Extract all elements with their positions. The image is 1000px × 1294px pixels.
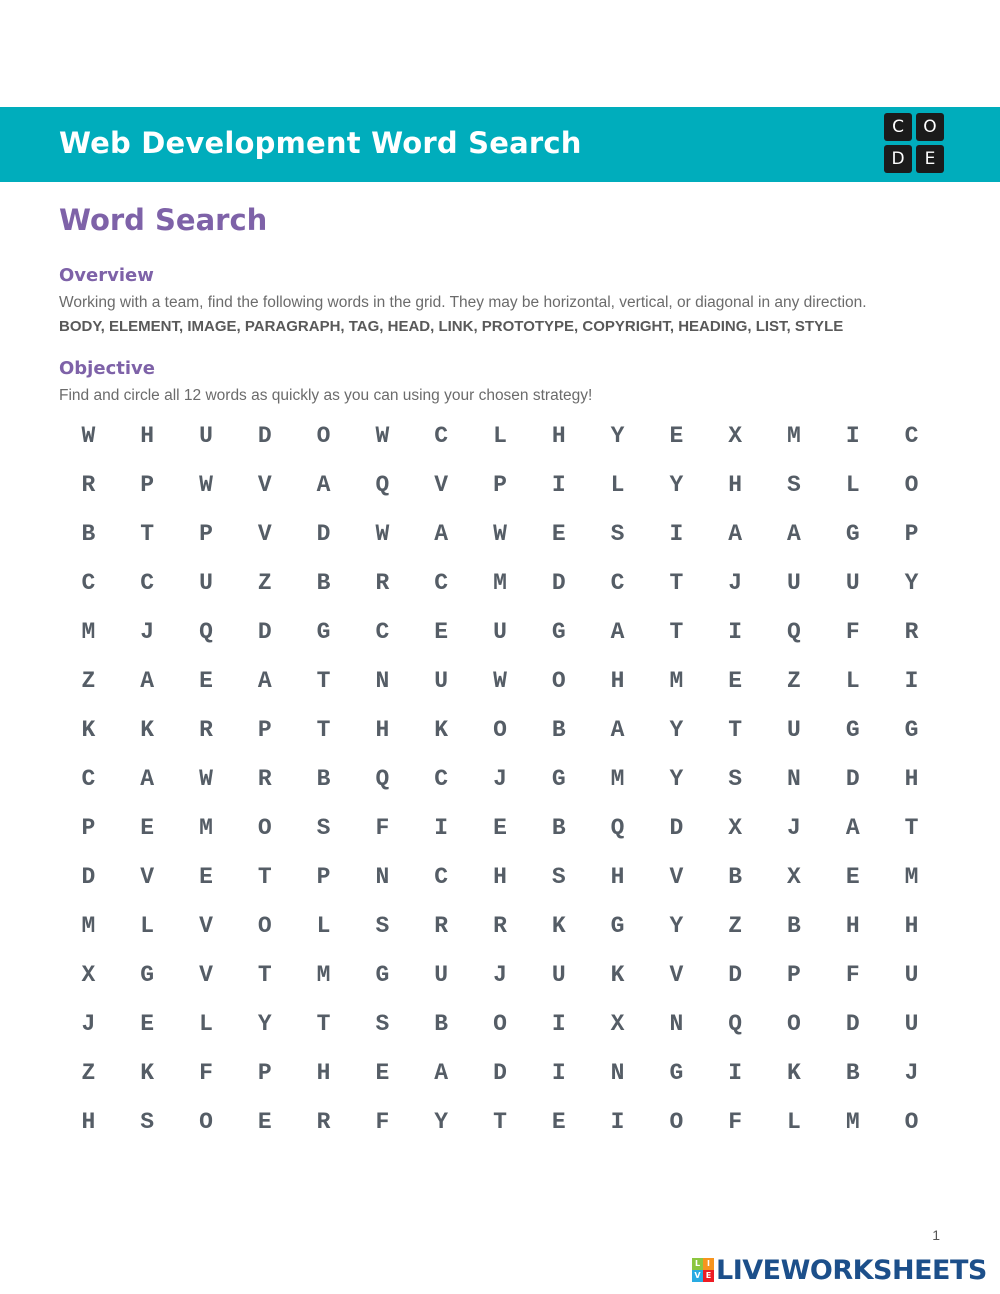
grid-letter[interactable]: H bbox=[140, 423, 155, 449]
grid-letter[interactable]: C bbox=[610, 570, 625, 596]
grid-letter[interactable]: W bbox=[81, 423, 96, 449]
grid-letter[interactable]: W bbox=[375, 423, 390, 449]
grid-letter[interactable]: G bbox=[551, 766, 566, 792]
grid-letter[interactable]: R bbox=[257, 766, 272, 792]
grid-letter[interactable]: V bbox=[257, 472, 272, 498]
grid-letter[interactable]: X bbox=[728, 815, 743, 841]
badge-letter: V bbox=[692, 1270, 703, 1282]
grid-letter[interactable]: K bbox=[551, 913, 566, 939]
grid-letter[interactable]: D bbox=[257, 423, 272, 449]
grid-letter[interactable]: F bbox=[375, 815, 390, 841]
grid-letter[interactable]: M bbox=[81, 913, 96, 939]
grid-letter[interactable]: F bbox=[728, 1109, 743, 1135]
grid-letter[interactable]: E bbox=[669, 423, 684, 449]
liveworksheets-badge-icon bbox=[692, 1258, 714, 1282]
grid-letter[interactable]: I bbox=[904, 668, 919, 694]
grid-letter[interactable]: O bbox=[551, 668, 566, 694]
grid-letter[interactable]: H bbox=[375, 717, 390, 743]
grid-letter[interactable]: B bbox=[434, 1011, 449, 1037]
grid-letter[interactable]: K bbox=[434, 717, 449, 743]
grid-letter[interactable]: U bbox=[434, 668, 449, 694]
grid-letter[interactable]: E bbox=[434, 619, 449, 645]
overview-heading: Overview bbox=[59, 265, 154, 286]
grid-letter[interactable]: D bbox=[845, 1011, 860, 1037]
grid-letter[interactable]: V bbox=[434, 472, 449, 498]
grid-letter[interactable]: Q bbox=[199, 619, 213, 645]
grid-letter[interactable]: G bbox=[904, 717, 919, 743]
word-list: BODY, ELEMENT, IMAGE, PARAGRAPH, TAG, HEAD, LINK, PROTOTYPE, COPYRIGHT, HEADING, LIST, STYLE bbox=[59, 318, 844, 335]
grid-letter[interactable]: Y bbox=[669, 766, 684, 792]
grid-letter[interactable]: C bbox=[434, 423, 449, 449]
grid-letter[interactable]: W bbox=[493, 668, 507, 694]
grid-letter[interactable]: L bbox=[845, 472, 860, 498]
grid-letter[interactable]: B bbox=[316, 766, 331, 792]
grid-letter[interactable]: Q bbox=[728, 1011, 743, 1037]
grid-letter[interactable]: C bbox=[434, 766, 449, 792]
grid-letter[interactable]: H bbox=[845, 913, 860, 939]
grid-letter[interactable]: T bbox=[728, 717, 743, 743]
grid-letter[interactable]: J bbox=[904, 1060, 919, 1086]
liveworksheets-wordmark: LIVEWORKSHEETS bbox=[716, 1254, 987, 1286]
grid-letter[interactable]: P bbox=[493, 472, 507, 498]
grid-letter[interactable]: O bbox=[257, 815, 272, 841]
grid-letter[interactable]: H bbox=[904, 766, 919, 792]
grid-letter[interactable]: W bbox=[199, 472, 213, 498]
grid-letter[interactable]: Q bbox=[375, 472, 390, 498]
grid-letter[interactable]: L bbox=[787, 1109, 801, 1135]
grid-letter[interactable]: H bbox=[610, 668, 625, 694]
grid-letter[interactable]: H bbox=[493, 864, 507, 890]
grid-letter[interactable]: D bbox=[728, 962, 743, 988]
grid-letter[interactable]: E bbox=[199, 864, 213, 890]
grid-letter[interactable]: X bbox=[81, 962, 96, 988]
grid-letter[interactable]: O bbox=[493, 1011, 507, 1037]
grid-letter[interactable]: K bbox=[140, 717, 155, 743]
logo-letter: E bbox=[916, 145, 944, 173]
grid-letter[interactable]: V bbox=[199, 913, 213, 939]
grid-letter[interactable]: N bbox=[375, 668, 390, 694]
grid-letter[interactable]: O bbox=[904, 472, 919, 498]
grid-letter[interactable]: B bbox=[787, 913, 801, 939]
grid-letter[interactable]: L bbox=[199, 1011, 213, 1037]
grid-letter[interactable]: Z bbox=[728, 913, 743, 939]
grid-letter[interactable]: U bbox=[904, 962, 919, 988]
grid-letter[interactable]: M bbox=[610, 766, 625, 792]
grid-letter[interactable]: T bbox=[669, 570, 684, 596]
grid-letter[interactable]: U bbox=[787, 717, 801, 743]
badge-letter: E bbox=[703, 1270, 714, 1282]
grid-letter[interactable]: I bbox=[728, 1060, 743, 1086]
grid-letter[interactable]: V bbox=[199, 962, 213, 988]
grid-letter[interactable]: B bbox=[551, 815, 566, 841]
grid-letter[interactable]: Y bbox=[904, 570, 919, 596]
grid-letter[interactable]: D bbox=[551, 570, 566, 596]
grid-letter[interactable]: V bbox=[669, 962, 684, 988]
grid-letter[interactable]: Y bbox=[610, 423, 625, 449]
grid-letter[interactable]: Z bbox=[787, 668, 801, 694]
grid-letter[interactable]: A bbox=[787, 521, 801, 547]
badge-letter: I bbox=[703, 1258, 714, 1270]
grid-letter[interactable]: I bbox=[845, 423, 860, 449]
grid-letter[interactable]: O bbox=[787, 1011, 801, 1037]
grid-letter[interactable]: Y bbox=[669, 472, 684, 498]
grid-letter[interactable]: T bbox=[904, 815, 919, 841]
logo-letter: D bbox=[884, 145, 912, 173]
grid-letter[interactable]: S bbox=[551, 864, 566, 890]
grid-letter[interactable]: M bbox=[845, 1109, 860, 1135]
grid-letter[interactable]: P bbox=[81, 815, 96, 841]
grid-letter[interactable]: C bbox=[81, 766, 96, 792]
grid-letter[interactable]: C bbox=[434, 570, 449, 596]
grid-letter[interactable]: W bbox=[199, 766, 213, 792]
grid-letter[interactable]: D bbox=[493, 1060, 507, 1086]
grid-letter[interactable]: E bbox=[199, 668, 213, 694]
grid-letter[interactable]: A bbox=[140, 766, 155, 792]
grid-letter[interactable]: Q bbox=[610, 815, 625, 841]
overview-text: Working with a team, find the following words in the grid. They may be horizontal, vertical, or diagonal in any direction. bbox=[59, 294, 867, 311]
grid-letter[interactable]: C bbox=[375, 619, 390, 645]
grid-letter[interactable]: L bbox=[845, 668, 860, 694]
grid-letter[interactable]: Q bbox=[787, 619, 801, 645]
grid-letter[interactable]: J bbox=[493, 766, 507, 792]
grid-letter[interactable]: J bbox=[493, 962, 507, 988]
grid-letter[interactable]: Q bbox=[375, 766, 390, 792]
grid-letter[interactable]: P bbox=[140, 472, 155, 498]
grid-letter[interactable]: G bbox=[845, 717, 860, 743]
grid-letter[interactable]: N bbox=[375, 864, 390, 890]
grid-letter[interactable]: T bbox=[257, 864, 272, 890]
grid-letter[interactable]: G bbox=[140, 962, 155, 988]
logo-letter: O bbox=[916, 113, 944, 141]
grid-letter[interactable]: D bbox=[845, 766, 860, 792]
grid-letter[interactable]: P bbox=[199, 521, 213, 547]
grid-letter[interactable]: F bbox=[845, 962, 860, 988]
grid-letter[interactable]: Z bbox=[257, 570, 272, 596]
grid-letter[interactable]: V bbox=[140, 864, 155, 890]
grid-letter[interactable]: R bbox=[316, 1109, 331, 1135]
grid-letter[interactable]: A bbox=[257, 668, 272, 694]
grid-letter[interactable]: I bbox=[434, 815, 449, 841]
grid-letter[interactable]: C bbox=[434, 864, 449, 890]
grid-letter[interactable]: O bbox=[904, 1109, 919, 1135]
grid-letter[interactable]: G bbox=[551, 619, 566, 645]
grid-letter[interactable]: A bbox=[434, 1060, 449, 1086]
grid-letter[interactable]: T bbox=[257, 962, 272, 988]
grid-letter[interactable]: N bbox=[610, 1060, 625, 1086]
worksheet-title: Web Development Word Search bbox=[59, 126, 582, 160]
grid-letter[interactable]: I bbox=[610, 1109, 625, 1135]
word-search-grid bbox=[59, 412, 941, 1147]
grid-letter[interactable]: U bbox=[199, 423, 213, 449]
grid-letter[interactable]: X bbox=[787, 864, 801, 890]
code-logo bbox=[884, 113, 944, 173]
grid-letter[interactable]: B bbox=[551, 717, 566, 743]
grid-letter[interactable]: K bbox=[787, 1060, 801, 1086]
grid-letter[interactable]: L bbox=[493, 423, 507, 449]
grid-letter[interactable]: Z bbox=[81, 668, 96, 694]
grid-letter[interactable]: M bbox=[316, 962, 331, 988]
grid-letter[interactable]: V bbox=[257, 521, 272, 547]
grid-letter[interactable]: A bbox=[316, 472, 331, 498]
grid-letter[interactable]: E bbox=[551, 521, 566, 547]
grid-letter[interactable]: O bbox=[493, 717, 507, 743]
grid-letter[interactable]: C bbox=[904, 423, 919, 449]
grid-letter[interactable]: A bbox=[610, 717, 625, 743]
grid-letter[interactable]: H bbox=[316, 1060, 331, 1086]
grid-letter[interactable]: M bbox=[904, 864, 919, 890]
grid-letter[interactable]: S bbox=[787, 472, 801, 498]
grid-letter[interactable]: B bbox=[81, 521, 96, 547]
liveworksheets-logo bbox=[692, 1252, 987, 1288]
grid-letter[interactable]: J bbox=[81, 1011, 96, 1037]
grid-letter[interactable]: R bbox=[81, 472, 96, 498]
grid-letter[interactable]: A bbox=[610, 619, 625, 645]
grid-letter[interactable]: H bbox=[610, 864, 625, 890]
badge-letter: L bbox=[692, 1258, 703, 1270]
grid-letter[interactable]: C bbox=[81, 570, 96, 596]
grid-letter[interactable]: E bbox=[728, 668, 743, 694]
grid-letter[interactable]: T bbox=[493, 1109, 507, 1135]
grid-letter[interactable]: A bbox=[845, 815, 860, 841]
grid-letter[interactable]: E bbox=[140, 1011, 155, 1037]
grid-letter[interactable]: V bbox=[669, 864, 684, 890]
grid-letter[interactable]: R bbox=[493, 913, 507, 939]
grid-letter[interactable]: O bbox=[257, 913, 272, 939]
grid-letter[interactable]: H bbox=[81, 1109, 96, 1135]
grid-letter[interactable]: I bbox=[551, 472, 566, 498]
grid-letter[interactable]: P bbox=[257, 717, 272, 743]
grid-letter[interactable]: R bbox=[434, 913, 449, 939]
grid-letter[interactable]: J bbox=[140, 619, 155, 645]
grid-letter[interactable]: G bbox=[845, 521, 860, 547]
grid-letter[interactable]: X bbox=[610, 1011, 625, 1037]
grid-letter[interactable]: Z bbox=[81, 1060, 96, 1086]
grid-letter[interactable]: K bbox=[140, 1060, 155, 1086]
grid-letter[interactable]: I bbox=[551, 1011, 566, 1037]
grid-letter[interactable]: U bbox=[787, 570, 801, 596]
grid-letter[interactable]: H bbox=[728, 472, 743, 498]
grid-letter[interactable]: U bbox=[904, 1011, 919, 1037]
grid-letter[interactable]: M bbox=[493, 570, 507, 596]
grid-letter[interactable]: E bbox=[551, 1109, 566, 1135]
grid-letter[interactable]: D bbox=[316, 521, 331, 547]
grid-letter[interactable]: W bbox=[493, 521, 507, 547]
grid-letter[interactable]: P bbox=[257, 1060, 272, 1086]
grid-letter[interactable]: H bbox=[904, 913, 919, 939]
grid-letter[interactable]: D bbox=[81, 864, 96, 890]
grid-letter[interactable]: O bbox=[199, 1109, 213, 1135]
grid-letter[interactable]: E bbox=[140, 815, 155, 841]
grid-letter[interactable]: M bbox=[669, 668, 684, 694]
grid-letter[interactable]: E bbox=[845, 864, 860, 890]
grid-letter[interactable]: B bbox=[845, 1060, 860, 1086]
objective-text: Find and circle all 12 words as quickly as you can using your chosen strategy! bbox=[59, 387, 593, 404]
grid-letter[interactable]: A bbox=[434, 521, 449, 547]
grid-letter[interactable]: S bbox=[610, 521, 625, 547]
grid-letter[interactable]: H bbox=[551, 423, 566, 449]
grid-letter[interactable]: M bbox=[787, 423, 801, 449]
grid-letter[interactable]: Y bbox=[434, 1109, 449, 1135]
grid-letter[interactable]: N bbox=[669, 1011, 684, 1037]
grid-letter[interactable]: N bbox=[787, 766, 801, 792]
grid-letter[interactable]: I bbox=[728, 619, 743, 645]
grid-letter[interactable]: W bbox=[375, 521, 390, 547]
grid-letter[interactable]: G bbox=[610, 913, 625, 939]
grid-letter[interactable]: U bbox=[493, 619, 507, 645]
grid-letter[interactable]: L bbox=[610, 472, 625, 498]
grid-letter[interactable]: R bbox=[375, 570, 390, 596]
grid-letter[interactable]: T bbox=[316, 1011, 331, 1037]
grid-letter[interactable]: M bbox=[81, 619, 96, 645]
grid-letter[interactable]: L bbox=[140, 913, 155, 939]
grid-letter[interactable]: C bbox=[140, 570, 155, 596]
grid-letter[interactable]: I bbox=[669, 521, 684, 547]
grid-letter[interactable]: T bbox=[316, 668, 331, 694]
grid-letter[interactable]: E bbox=[493, 815, 507, 841]
grid-letter[interactable]: B bbox=[316, 570, 331, 596]
grid-letter[interactable]: A bbox=[728, 521, 743, 547]
grid-letter[interactable]: U bbox=[845, 570, 860, 596]
grid-letter[interactable]: L bbox=[316, 913, 331, 939]
page-title: Word Search bbox=[59, 203, 268, 237]
grid-letter[interactable]: T bbox=[140, 521, 155, 547]
logo-letter: C bbox=[884, 113, 912, 141]
grid-letter[interactable]: E bbox=[375, 1060, 390, 1086]
grid-letter[interactable]: G bbox=[316, 619, 331, 645]
grid-letter[interactable]: U bbox=[551, 962, 566, 988]
grid-letter[interactable]: D bbox=[669, 815, 684, 841]
grid-letter[interactable]: U bbox=[434, 962, 449, 988]
grid-letter[interactable]: R bbox=[904, 619, 919, 645]
grid-letter[interactable]: F bbox=[375, 1109, 390, 1135]
grid-letter[interactable]: P bbox=[316, 864, 331, 890]
grid-letter[interactable]: A bbox=[140, 668, 155, 694]
grid-letter[interactable]: G bbox=[669, 1060, 684, 1086]
grid-letter[interactable]: G bbox=[375, 962, 390, 988]
grid-letter[interactable]: P bbox=[787, 962, 801, 988]
grid-letter[interactable]: S bbox=[375, 1011, 390, 1037]
grid-letter[interactable]: J bbox=[728, 570, 743, 596]
grid-letter[interactable]: S bbox=[140, 1109, 155, 1135]
grid-letter[interactable]: Y bbox=[669, 717, 684, 743]
grid-letter[interactable]: S bbox=[375, 913, 390, 939]
grid-letter[interactable]: J bbox=[787, 815, 801, 841]
grid-letter[interactable]: I bbox=[551, 1060, 566, 1086]
grid-letter[interactable]: K bbox=[81, 717, 96, 743]
grid-letter[interactable]: B bbox=[728, 864, 743, 890]
grid-letter[interactable]: F bbox=[199, 1060, 213, 1086]
grid-letter[interactable]: O bbox=[669, 1109, 684, 1135]
grid-letter[interactable]: X bbox=[728, 423, 743, 449]
objective-heading: Objective bbox=[59, 358, 155, 379]
grid-letter[interactable]: E bbox=[257, 1109, 272, 1135]
grid-letter[interactable]: R bbox=[199, 717, 213, 743]
grid-letter[interactable]: T bbox=[316, 717, 331, 743]
grid-letter[interactable]: S bbox=[316, 815, 331, 841]
grid-letter[interactable]: U bbox=[199, 570, 213, 596]
grid-letter[interactable]: M bbox=[199, 815, 213, 841]
grid-letter[interactable]: Y bbox=[257, 1011, 272, 1037]
grid-letter[interactable]: T bbox=[669, 619, 684, 645]
grid-letter[interactable]: S bbox=[728, 766, 743, 792]
grid-letter[interactable]: O bbox=[316, 423, 331, 449]
grid-letter[interactable]: F bbox=[845, 619, 860, 645]
page-number: 1 bbox=[932, 1227, 940, 1243]
grid-letter[interactable]: K bbox=[610, 962, 625, 988]
grid-letter[interactable]: D bbox=[257, 619, 272, 645]
grid-letter[interactable]: Y bbox=[669, 913, 684, 939]
grid-letter[interactable]: P bbox=[904, 521, 919, 547]
